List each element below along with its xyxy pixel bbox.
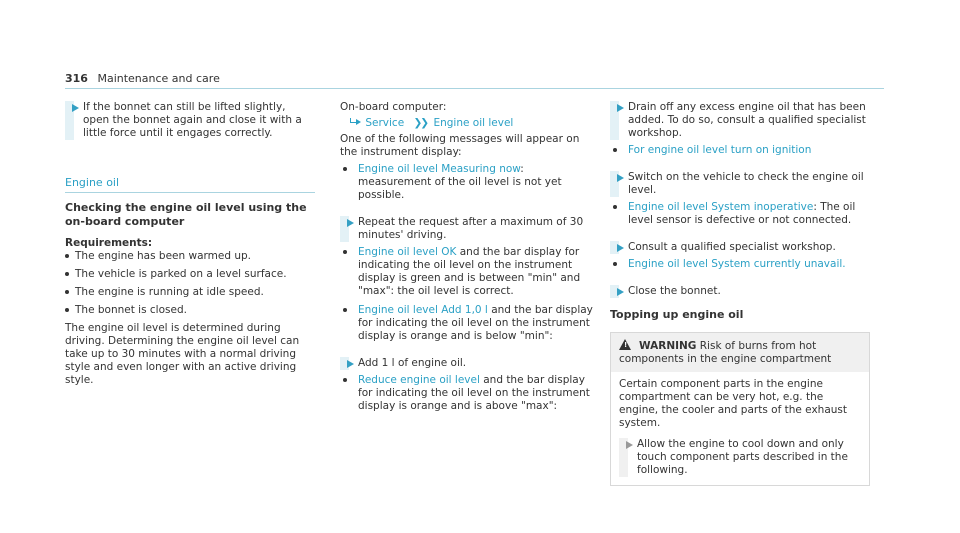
menu-path	[348, 117, 595, 130]
bullet-icon	[343, 378, 347, 382]
step-item	[610, 285, 870, 298]
result-item	[340, 163, 595, 202]
bullet-icon	[65, 308, 69, 312]
step-item	[610, 101, 870, 140]
page-header	[65, 72, 220, 85]
result-item	[610, 144, 870, 157]
subsection-title: Checking the engine oil level using the on-board computer	[65, 201, 307, 228]
header-section: Maintenance and care	[97, 72, 220, 85]
step-item	[340, 216, 595, 242]
step-text: Allow the engine to cool down and only touch component parts described in the following.	[637, 438, 848, 476]
result-text: and the bar display for indicating the oil level on the instrument display is green and is between "min" and "max": the oil level is correct.	[358, 246, 581, 297]
list-item	[65, 286, 315, 299]
step-arrow-icon	[617, 288, 624, 296]
onboard-label: On-board computer:	[340, 101, 447, 113]
section-title: Engine oil	[65, 176, 315, 193]
display-message: Engine oil level Measuring now	[358, 163, 521, 175]
paragraph: One of the following messages will appear on the instrument display:	[340, 133, 580, 158]
step-item	[610, 241, 870, 254]
header-divider	[65, 88, 884, 89]
step-text: Close the bonnet.	[628, 285, 721, 297]
result-text: : measurement of the oil level is not yet possible.	[358, 163, 562, 201]
list-item-text: The engine has been warmed up.	[75, 250, 251, 262]
display-message: Engine oil level OK	[358, 246, 457, 258]
list-item-text: The engine is running at idle speed.	[75, 286, 264, 298]
menu-path-item: Engine oil level	[433, 117, 514, 129]
bullet-icon	[343, 167, 347, 171]
step-text: If the bonnet can still be lifted slightly, open the bonnet again and close it with a little force until it engages correctly.	[83, 101, 302, 139]
step-text: Consult a qualified specialist workshop.	[628, 241, 836, 253]
menu-arrow-icon	[348, 118, 362, 127]
list-item	[65, 250, 315, 263]
warning-triangle-icon: !	[619, 339, 631, 350]
warning-title: WARNING	[639, 340, 697, 352]
bullet-icon	[613, 262, 617, 266]
column-left	[65, 101, 315, 387]
result-item	[610, 258, 870, 271]
warning-box	[610, 332, 870, 486]
result-text: and the bar display for indicating the oil level on the instrument display is orange and is below "min":	[358, 304, 593, 342]
display-message: Reduce engine oil level	[358, 374, 480, 386]
step-arrow-icon	[347, 219, 354, 227]
step-item	[610, 171, 870, 197]
warning-text: Certain component parts in the engine compartment can be very hot, e.g. the engine, the cooler and parts of the exhaust system.	[619, 378, 847, 429]
step-arrow-icon	[617, 174, 624, 182]
step-arrow-icon	[347, 360, 354, 368]
display-message: Engine oil level System currently unavail.	[628, 258, 846, 270]
step-text: Repeat the request after a maximum of 30 minutes' driving.	[358, 216, 584, 241]
step-item	[65, 101, 315, 140]
result-item	[340, 246, 595, 298]
step-text: Add 1 l of engine oil.	[358, 357, 467, 369]
warning-header	[611, 333, 869, 372]
double-chevron-icon: ❯❯	[413, 117, 428, 129]
subsection-title: Topping up engine oil	[610, 308, 744, 321]
bullet-icon	[65, 290, 69, 294]
bullet-icon	[343, 250, 347, 254]
step-text: Drain off any excess engine oil that has been added. To do so, consult a qualified specialist workshop.	[628, 101, 866, 139]
step-arrow-icon	[72, 104, 79, 112]
paragraph: The engine oil level is determined during driving. Determining the engine oil level can take up to 30 minutes with a normal driving style and even longer with an active driving style.	[65, 322, 300, 386]
result-item	[340, 304, 595, 343]
display-message: Engine oil level Add 1,0 l	[358, 304, 488, 316]
step-text: Switch on the vehicle to check the engine oil level.	[628, 171, 864, 196]
result-text: and the bar display for indicating the oil level on the instrument display is orange and is above "max":	[358, 374, 590, 412]
warning-head-text: Risk of burns from hot components in the engine compartment	[619, 340, 832, 365]
requirements-label: Requirements:	[65, 237, 153, 249]
step-item	[619, 438, 861, 477]
bullet-icon	[343, 308, 347, 312]
column-right	[610, 101, 870, 486]
bullet-icon	[65, 272, 69, 276]
step-arrow-icon	[617, 104, 624, 112]
list-item-text: The vehicle is parked on a level surface.	[75, 268, 287, 280]
step-arrow-icon	[617, 244, 624, 252]
display-message: For engine oil level turn on ignition	[628, 144, 812, 156]
step-item	[340, 357, 595, 370]
bullet-icon	[613, 205, 617, 209]
list-item	[65, 268, 315, 281]
list-item	[65, 304, 315, 317]
menu-path-item: Service	[365, 117, 405, 129]
list-item-text: The bonnet is closed.	[75, 304, 187, 316]
warning-body	[611, 372, 869, 485]
result-text: : The oil level sensor is defective or not connected.	[628, 201, 856, 226]
result-item	[340, 374, 595, 413]
page-number: 316	[65, 72, 88, 85]
bullet-icon	[613, 148, 617, 152]
bullet-icon	[65, 254, 69, 258]
display-message: Engine oil level System inoperative	[628, 201, 814, 213]
column-middle	[340, 101, 595, 413]
step-arrow-icon	[626, 441, 633, 449]
result-item	[610, 201, 870, 227]
